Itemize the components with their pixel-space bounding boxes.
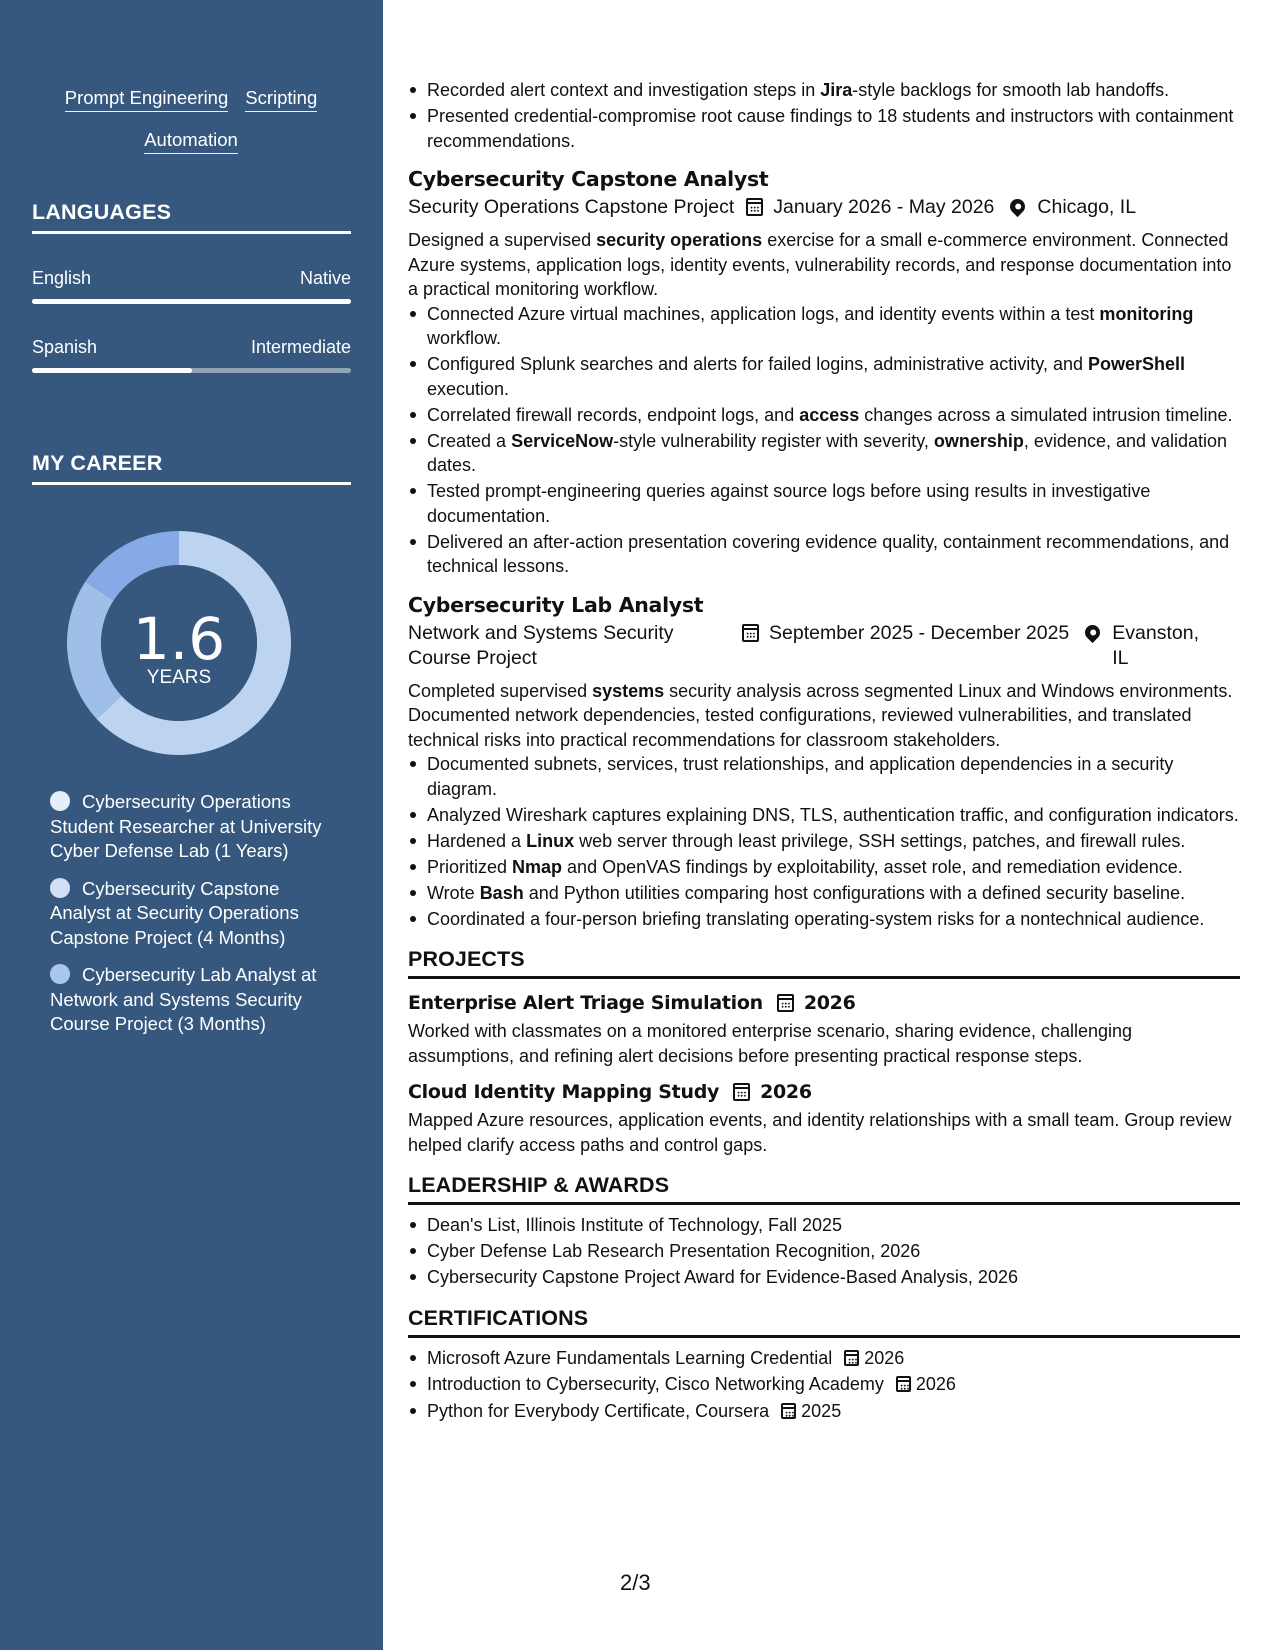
- bullet-item: Wrote Bash and Python utilities comparing host configurations with a defined security baseline.: [408, 881, 1240, 906]
- project-description: Worked with classmates on a monitored enterprise scenario, sharing evidence, challenging assumptions, and refining alert decisions before presenting practical response steps.: [408, 1021, 1133, 1066]
- job-description: Completed supervised systems security analysis across segmented Linux and Windows environments. Documented network dependencies, tested configurations, reviewed vulnerabilities, and translated technical risks into practical recommendations for classroom stakeholders.: [408, 680, 1233, 750]
- certification-item: [408, 1346, 1240, 1371]
- award-item: Dean's List, Illinois Institute of Technology, Fall 2025: [408, 1213, 1240, 1238]
- bullet-item: Recorded alert context and investigation steps in Jira-style backlogs for smooth lab handoffs.: [408, 78, 1240, 103]
- career-item: [50, 963, 340, 1037]
- language-bar: [32, 368, 351, 373]
- career-item-text: Cybersecurity Capstone Analyst at Security Operations Capstone Project (4 Months): [50, 877, 299, 948]
- main-content: [408, 78, 1240, 1425]
- bullet-item: Tested prompt-engineering queries against source logs before using results in investigative documentation.: [408, 479, 1240, 528]
- career-heading: MY CAREER: [32, 451, 351, 485]
- bullet-item: Delivered an after-action presentation covering evidence quality, containment recommendations, and technical lessons.: [408, 530, 1240, 579]
- language-name: English: [32, 268, 92, 288]
- legend-dot-icon: [50, 791, 70, 811]
- job-title: Cybersecurity Capstone Analyst: [408, 167, 769, 191]
- bullet-item: Presented credential-compromise root cause findings to 18 students and instructors with containment recommendations.: [408, 104, 1240, 153]
- job-location: [1079, 621, 1209, 671]
- bullet-item: Correlated firewall records, endpoint logs, and access changes across a simulated intrusion timeline.: [408, 403, 1240, 428]
- career-unit: YEARS: [146, 667, 212, 688]
- career-donut-chart: [67, 531, 291, 755]
- certification-name: Microsoft Azure Fundamentals Learning Credential: [427, 1347, 833, 1368]
- location-pin-icon: [1082, 621, 1103, 642]
- calendar-icon: [733, 1083, 750, 1101]
- language-level: Native: [299, 268, 351, 288]
- sidebar: [0, 0, 383, 1650]
- project-description: Mapped Azure resources, application events, and identity relationships with a small team. Group review helped clarify access paths and control gaps.: [408, 1110, 1232, 1155]
- language-bar: [32, 299, 351, 304]
- language-row: [32, 268, 351, 289]
- job-bullets: [408, 302, 1240, 579]
- skill-tag: Prompt Engineering: [65, 86, 229, 112]
- job-dates: [746, 195, 994, 220]
- certification-year: 2026: [864, 1347, 905, 1368]
- project-title-text: Enterprise Alert Triage Simulation: [408, 992, 763, 1014]
- skill-tag: Automation: [144, 128, 238, 154]
- projects-heading: PROJECTS: [408, 947, 1240, 979]
- job-dates: [742, 621, 1069, 646]
- calendar-icon: [746, 198, 763, 216]
- language-level: Intermediate: [250, 337, 351, 357]
- career-item: [50, 790, 340, 864]
- bullet-item: Hardened a Linux web server through least privilege, SSH settings, patches, and firewall rules.: [408, 829, 1240, 854]
- calendar-icon: [742, 624, 759, 642]
- project-title-text: Cloud Identity Mapping Study: [408, 1081, 720, 1103]
- job-bullets: [408, 752, 1240, 931]
- job-meta: [408, 195, 1240, 220]
- previous-job-bullets: [408, 78, 1240, 153]
- certification-name: Introduction to Cybersecurity, Cisco Networking Academy: [427, 1374, 884, 1394]
- job-dates-text: January 2026 - May 2026: [773, 196, 995, 218]
- award-item: Cyber Defense Lab Research Presentation Recognition, 2026: [408, 1239, 1240, 1264]
- bullet-item: Connected Azure virtual machines, application logs, and identity events within a test monitoring workflow.: [408, 302, 1240, 351]
- leadership-heading: LEADERSHIP & AWARDS: [408, 1173, 1240, 1205]
- certifications-heading: CERTIFICATIONS: [408, 1306, 1240, 1338]
- bullet-item: Documented subnets, services, trust relationships, and application dependencies in a security diagram.: [408, 752, 1240, 801]
- award-item: Cybersecurity Capstone Project Award for Evidence-Based Analysis, 2026: [408, 1265, 1240, 1290]
- job-meta: [408, 621, 1240, 671]
- calendar-icon: [844, 1350, 859, 1366]
- career-item: [50, 877, 340, 951]
- bullet-item: Analyzed Wireshark captures explaining DNS, TLS, authentication traffic, and configuration indicators.: [408, 803, 1240, 828]
- language-bar-fill: [32, 299, 351, 304]
- certifications-list: [408, 1346, 1240, 1424]
- job-location-text: Evanston, IL: [1112, 621, 1199, 669]
- language-name: Spanish: [32, 337, 98, 357]
- bullet-item: Coordinated a four-person briefing translating operating-system risks for a nontechnical audience.: [408, 907, 1240, 932]
- skill-tag: Scripting: [245, 86, 317, 112]
- project-title: [408, 989, 1240, 1017]
- leadership-list: [408, 1213, 1240, 1290]
- bullet-item: Prioritized Nmap and OpenVAS findings by exploitability, asset role, and remediation evidence.: [408, 855, 1240, 880]
- certification-year: 2025: [801, 1400, 842, 1421]
- career-item-text: Cybersecurity Lab Analyst at Network and Systems Security Course Project (3 Months): [50, 964, 317, 1034]
- skills-list: [32, 86, 350, 154]
- career-total: 1.6: [132, 605, 226, 673]
- legend-dot-icon: [50, 964, 70, 984]
- calendar-icon: [896, 1376, 911, 1392]
- certification-item: [408, 1399, 1240, 1424]
- certification-item: [408, 1372, 1240, 1397]
- project-year: 2026: [760, 1081, 812, 1103]
- job-dates-text: September 2025 - December 2025: [769, 621, 1070, 644]
- project-year: 2026: [803, 992, 856, 1014]
- job-title: Cybersecurity Lab Analyst: [408, 592, 704, 617]
- career-item-text: Cybersecurity Operations Student Researcher at University Cyber Defense Lab (1 Years): [50, 791, 322, 861]
- certification-year: 2026: [915, 1374, 956, 1394]
- bullet-item: Configured Splunk searches and alerts for failed logins, administrative activity, and PowerShell execution.: [408, 352, 1240, 401]
- job-org: Security Operations Capstone Project: [408, 196, 735, 218]
- job-description: Designed a supervised security operations exercise for a small e-commerce environment. Connected Azure systems, application logs, identity events, vulnerability records, and response documentation into a practical monitoring workflow.: [408, 230, 1232, 299]
- calendar-icon: [777, 994, 794, 1012]
- project-title: [408, 1078, 1240, 1106]
- legend-dot-icon: [50, 878, 70, 898]
- language-row: [32, 337, 351, 358]
- language-bar-fill: [32, 368, 192, 373]
- location-pin-icon: [1007, 196, 1028, 217]
- job-location: [1004, 195, 1136, 220]
- job-location-text: Chicago, IL: [1037, 196, 1137, 218]
- calendar-icon: [781, 1403, 796, 1419]
- certification-name: Python for Everybody Certificate, Coursera: [427, 1400, 770, 1421]
- job-org: Network and Systems Security Course Project: [408, 621, 674, 669]
- career-list: [50, 790, 340, 1050]
- languages-heading: LANGUAGES: [32, 200, 351, 234]
- page-number: 2/3: [620, 1570, 651, 1595]
- bullet-item: Created a ServiceNow-style vulnerability register with severity, ownership, evidence, and validation dates.: [408, 429, 1240, 478]
